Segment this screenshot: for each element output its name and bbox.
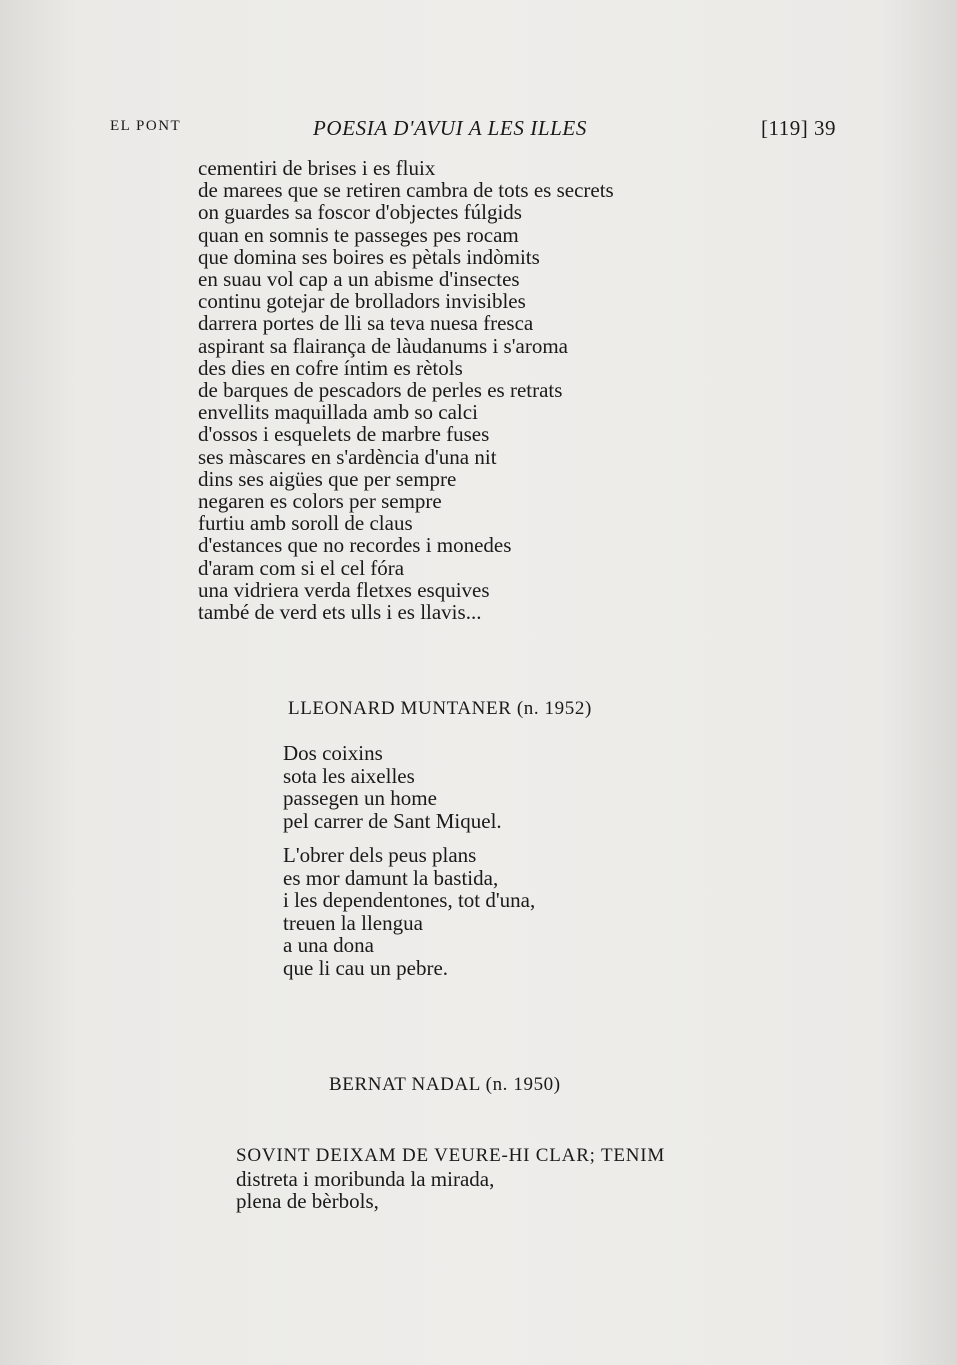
- poem-line: continu gotejar de brolladors invisibles: [198, 289, 526, 314]
- article-title: POESIA D'AVUI A LES ILLES: [313, 116, 587, 140]
- poem-line: d'estances que no recordes i monedes: [198, 533, 512, 558]
- poem-line: dins ses aigües que per sempre: [198, 466, 457, 491]
- poem-line: que domina ses boires es pètals indòmits: [198, 244, 540, 269]
- page-number: [119] 39: [761, 116, 836, 140]
- poem-nadal: [236, 1145, 665, 1213]
- poem-line: també de verd ets ulls i es llavis...: [198, 600, 482, 625]
- poem-line: cementiri de brises i es fluix: [198, 156, 436, 180]
- author-heading-nadal: BERNAT NADAL (n. 1950): [329, 1074, 561, 1095]
- poem-line: en suau vol cap a un abisme d'insectes: [198, 267, 520, 292]
- journal-name: EL PONT: [110, 118, 182, 134]
- poem-continuation: [198, 157, 614, 623]
- poem-line: Dos coixins: [283, 741, 383, 765]
- poem-line: i les dependentones, tot d'una,: [283, 888, 536, 912]
- poem-line: aspirant sa flairança de làudanums i s'aroma: [198, 333, 568, 358]
- poem-line: negaren es colors per sempre: [198, 489, 442, 514]
- poem-line: d'aram com si el cel fóra: [198, 555, 405, 580]
- poem-line: es mor damunt la bastida,: [283, 865, 499, 890]
- poem-line: darrera portes de lli sa teva nuesa fresca: [198, 311, 534, 336]
- author-heading-muntaner: LLEONARD MUNTANER (n. 1952): [288, 698, 592, 719]
- poem-line: de barques de pescadors de perles es retrats: [198, 378, 563, 403]
- poem-line: quan en somnis te passeges pes rocam: [198, 222, 519, 247]
- poem-line: envellits maquillada amb so calci: [198, 400, 478, 425]
- poem-muntaner: [283, 742, 535, 979]
- poem-line: passegen un home: [283, 786, 437, 810]
- poem-line: sota les aixelles: [283, 763, 415, 788]
- poem-line: des dies en cofre íntim es rètols: [198, 355, 463, 380]
- poem-line: que li cau un pebre.: [283, 955, 449, 980]
- poem-line: a una dona: [283, 933, 374, 957]
- poem-first-line: SOVINT DEIXAM DE VEURE-HI CLAR; TENIM: [236, 1145, 666, 1166]
- poem-line: on guardes sa foscor d'objectes fúlgids: [198, 200, 522, 225]
- poem-line: una vidriera verda fletxes esquives: [198, 577, 490, 602]
- poem-line: pel carrer de Sant Miquel.: [283, 808, 502, 833]
- running-header: [110, 116, 836, 142]
- poem-line: treuen la llengua: [283, 910, 423, 935]
- poem-line: d'ossos i esquelets de marbre fuses: [198, 422, 490, 447]
- poem-line: de marees que se retiren cambra de tots es secrets: [198, 178, 614, 203]
- poem-line: L'obrer dels peus plans: [283, 843, 477, 867]
- poem-line: plena de bèrbols,: [236, 1189, 379, 1213]
- poem-line: distreta i moribunda la mirada,: [236, 1166, 495, 1191]
- poem-line: furtiu amb soroll de claus: [198, 511, 413, 536]
- poem-line: ses màscares en s'ardència d'una nit: [198, 444, 497, 469]
